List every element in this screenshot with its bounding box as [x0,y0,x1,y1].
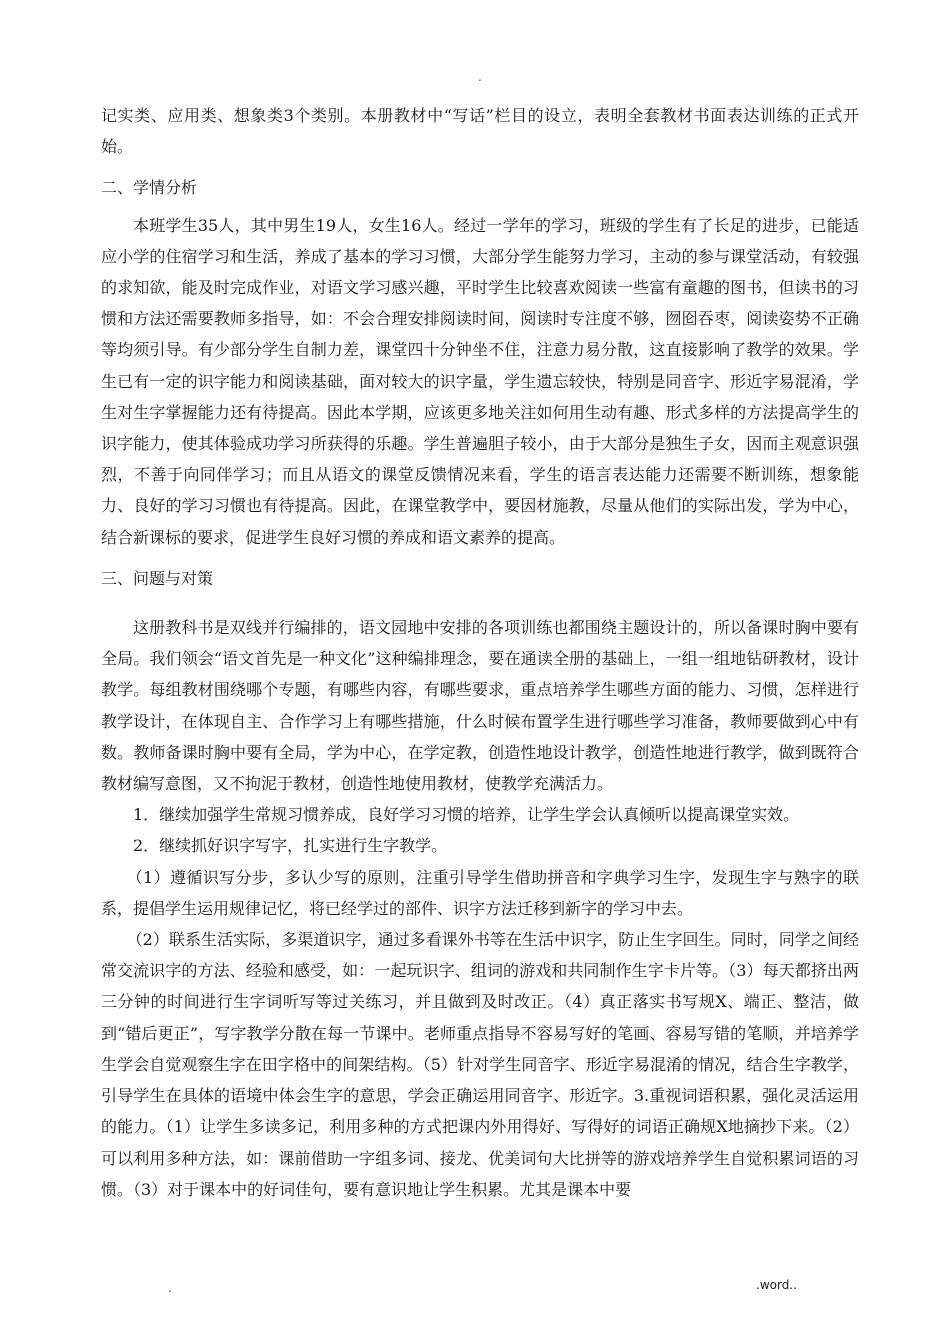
header-dot: . [478,70,482,84]
footer-word-mark: .word.. [756,1278,797,1292]
paragraph-sub-item-1: （1）遵循识写分步，多认少写的原则，注重引导学生借助拼音和字典学习生字，发现生字与熟字的联系，提倡学生运用规律记忆，将已经学过的部件、识字方法迁移到新字的学习中去。 [101,867,859,918]
spacer [101,600,859,612]
list-item-2: 2．继续抓好识字写字，扎实进行生字教学。 [133,836,448,856]
paragraph-textbook-approach: 这册教科书是双线并行编排的，语文园地中安排的各项训练也都围绕主题设计的，所以备课时胸中要有全局。我们领会“语文首先是一种文化”这种编排理念，要在通读全册的基础上，一组一组地钻研教材，设计教学。每组教材围绕哪个专题，有哪些内容，有哪些要求，重点培养学生哪些方面的能力、习惯，怎样进行教学设计，在体现自主、合作学习上有哪些措施，什么时候布置学生进行哪些学习准备，教师要做到心中有数。教师备课时胸中要有全局，学为中心，在学定教，创造性地设计教学，创造性地进行教学，做到既符合教材编写意图，又不拘泥于教材，创造性地使用教材，使教学充满活力。 [101,618,859,794]
paragraph-sub-items-2-5: （2）联系生活实际，多渠道识字，通过多看课外书等在生活中识字，防止生字回生。同时，同学之间经常交流识字的方法、经验和感受，如：一起玩识字、组词的游戏和共同制作生字卡片等。（3）每天都挤出两三分钟的时间进行生字词听写等过关练习，并且做到及时改正。（4）真正落实书写规X、端正、整洁，做到“错后更正”，写字教学分散在每一节课中。老师重点指导不容易写好的笔画、容易写错的笔顺，并培养学生学会自觉观察生字在田字格中的间架结构。（5）针对学生同音字、形近字易混淆的情况，结合生字教学，引导学生在具体的语境中体会生字的意思，学会正确运用同音字、形近字。3.重视词语积累，强化灵活运用的能力。（1）让学生多读多记，利用多种的方式把课内外用得好、写得好的词语正确规X地摘抄下来。（2）可以利用多种方法，如：课前借助一字组多词、接龙、优美词句大比拼等的游戏培养学生自觉积累词语的习惯。（3）对于课本中的好词佳句，要有意识地让学生积累。尤其是课本中要 [101,930,859,1199]
section-heading-student-analysis: 二、学情分析 [101,178,198,198]
paragraph-intro-continuation: 记实类、应用类、想象类3个类别。本册教材中“写话”栏目的设立，表明全套教材书面表达训练的正式开始。 [101,106,859,157]
paragraph-student-analysis: 本班学生35人，其中男生19人，女生16人。经过一学年的学习，班级的学生有了长足的进步，已能适应小学的住宿学习和生活，养成了基本的学习习惯，大部分学生能努力学习，主动的参与课堂活动，有较强的求知欲，能及时完成作业，对语文学习感兴趣，平时学生比较喜欢阅读一些富有童趣的图书，但读书的习惯和方法还需要教师多指导，如：不会合理安排阅读时间，阅读时专注度不够，囫囵吞枣，阅读姿势不正确等均须引导。有少部分学生自制力差，课堂四十分钟坐不住，注意力易分散，这直接影响了教学的效果。学生已有一定的识字能力和阅读基础，面对较大的识字量，学生遗忘较快，特别是同音字、形近字易混淆，学生对生字掌握能力还有待提高。因此本学期，应该更多地关注如何用生动有趣、形式多样的方法提高学生的识字能力，使其体验成功学习所获得的乐趣。学生普遍胆子较小，由于大部分是独生子女，因而主观意识强烈，不善于向同伴学习；而且从语文的课堂反馈情况来看，学生的语言表达能力还需要不断训练，想象能力、良好的学习习惯也有待提高。因此，在课堂教学中，要因材施教，尽量从他们的实际出发，学为中心，结合新课标的要求，促进学生良好习惯的养成和语文素养的提高。 [101,215,859,547]
list-item-1: 1．继续加强学生常规习惯养成，良好学习习惯的培养，让学生学会认真倾听以提高课堂实效。 [133,805,800,825]
section-heading-problems-countermeasures: 三、问题与对策 [101,568,214,588]
document-body [101,100,859,1205]
footer-dot: . [168,1281,172,1295]
